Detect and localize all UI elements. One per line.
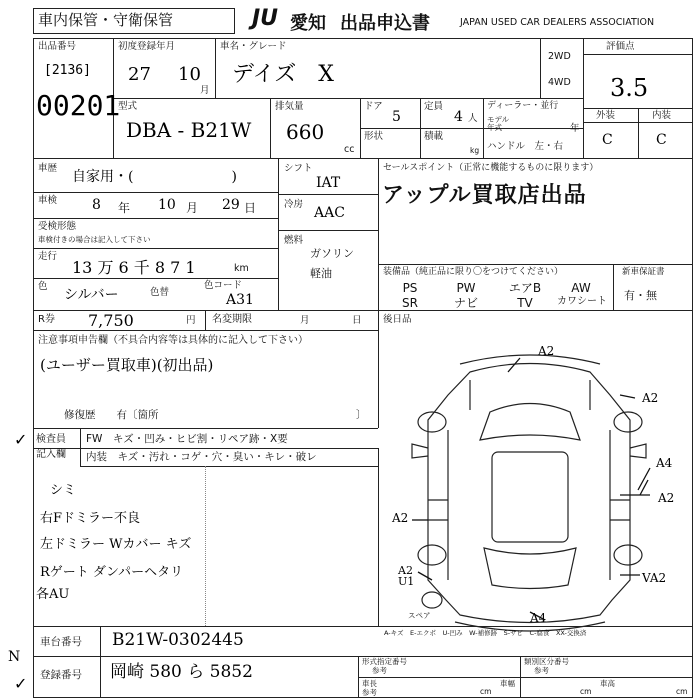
plate-value: 岡崎 580 ら 5852 xyxy=(110,662,253,682)
color-code-label: 色コード xyxy=(204,280,243,291)
storage-label: 車内保管・守衛保管 xyxy=(38,11,174,29)
mark-front: A2 xyxy=(538,344,555,358)
class-number-ref: 参考 xyxy=(534,666,549,675)
car-name-label: 車名・グレード xyxy=(220,41,287,52)
length-label: 車長 xyxy=(362,679,377,688)
color-value: シルバー xyxy=(64,287,119,303)
spare-label: スペア xyxy=(408,611,431,620)
mark-right-door: A4 xyxy=(656,456,673,470)
load-unit: kg xyxy=(470,146,480,155)
inspector-interior: 内装 キズ・汚れ・コゲ・穴・臭い・キレ・破レ xyxy=(86,451,317,463)
history-value: 自家用・( ) xyxy=(72,169,237,185)
note-line-3: 左ドミラー Wカバー キズ xyxy=(40,537,192,552)
form-subtitle: JAPAN USED CAR DEALERS ASSOCIATION xyxy=(460,17,655,28)
shift-label: シフト xyxy=(284,163,313,174)
registration-month: 10 xyxy=(178,64,201,85)
equip-aw: AW xyxy=(571,281,591,295)
mark-right-rear-fender: VA2 xyxy=(642,571,667,585)
score-value: 3.5 xyxy=(610,74,649,102)
mark-right-rear: A2 xyxy=(658,491,675,505)
form-title: 出品申込書 xyxy=(340,13,430,34)
note-line-2: 右Fドミラー不良 xyxy=(40,511,141,526)
mileage-label: 走行 xyxy=(38,251,58,262)
color-change-label: 色替 xyxy=(150,287,170,298)
mark-rear: A4 xyxy=(530,611,547,625)
inspection-year-unit: 年 xyxy=(118,201,131,215)
displacement-unit: cc xyxy=(344,144,355,155)
selling-points-stamp: アップル買取店出品 xyxy=(382,183,587,208)
doors-value: 5 xyxy=(392,109,401,125)
aircon-label: 冷房 xyxy=(284,199,304,210)
mark-front-right: A2 xyxy=(642,391,659,405)
seats-unit: 人 xyxy=(468,113,478,124)
seats-label: 定員 xyxy=(424,101,444,112)
model-value: DBA - B21W xyxy=(126,118,252,142)
notice-value: (ユーザー買取車)(初出品) xyxy=(40,356,214,374)
equip-sr: SR xyxy=(402,296,418,310)
mark-left-rear: A2 U1 xyxy=(398,564,415,588)
fuel-label: 燃料 xyxy=(284,235,304,246)
warranty-label: 新車保証書 xyxy=(622,267,665,277)
lot-label: 出品番号 xyxy=(38,41,77,52)
model-label: 型式 xyxy=(118,101,138,112)
note-line-1: シミ xyxy=(50,483,77,498)
damage-legend: A-キズ E-エクボ U-凹み W-補修跡 S-サビ C-腐食 XX-交換済 xyxy=(384,629,587,637)
equip-airbag: エアB xyxy=(508,281,542,295)
doors-shape-label: 形状 xyxy=(364,131,384,142)
drive-2wd: 2WD xyxy=(548,51,571,62)
lot-number: 00201 xyxy=(36,89,121,122)
form-number-label: 形式指定番号 xyxy=(362,657,407,666)
fuel-diesel: 軽油 xyxy=(310,267,332,280)
selling-points-label: セールスポイント（正常に機能するものに限ります） xyxy=(383,163,599,173)
width-unit: cm xyxy=(580,687,592,696)
color-label: 色 xyxy=(38,281,48,292)
handle-label: ハンドル 左・右 xyxy=(487,141,564,152)
note-line-4: Rゲート ダンパーヘタリ xyxy=(40,565,184,580)
score-label: 評価点 xyxy=(606,41,635,52)
equip-navi: ナビ xyxy=(453,296,478,310)
notice-label: 注意事項申告欄（不具合内容等は具体的に記入して下さい） xyxy=(38,335,308,346)
mark-left-door: A2 xyxy=(392,511,409,525)
lot-code: [2136] xyxy=(44,63,91,78)
doors-label: ドア xyxy=(364,101,383,112)
repair-close: 〕 xyxy=(356,409,367,421)
inspection-label: 車検 xyxy=(38,195,58,206)
name-change-day-unit: 日 xyxy=(352,315,362,326)
inspection-month-unit: 月 xyxy=(186,201,199,215)
recycle-unit: 円 xyxy=(186,315,196,326)
registration-year: 27 xyxy=(128,64,151,85)
model-year-unit: 年 xyxy=(570,123,580,134)
fuel-gas: ガソリン xyxy=(310,247,354,260)
recycle-label: R券 xyxy=(38,314,55,325)
model-year-label: モデル 年式 xyxy=(487,115,510,132)
score-exterior: C xyxy=(602,132,613,148)
note-line-5: 各AU xyxy=(36,587,70,602)
name-change-month-unit: 月 xyxy=(300,315,310,326)
registration-month-unit: 月 xyxy=(200,85,210,96)
inspector-label: 検査員 記入欄 xyxy=(36,434,66,460)
inspection-year: 8 xyxy=(92,197,101,213)
seats-value: 4 xyxy=(454,109,463,125)
margin-check-1: ✓ xyxy=(14,430,28,449)
width-label: 車幅 xyxy=(500,679,515,688)
length-unit: cm xyxy=(480,687,492,696)
displacement-value: 660 xyxy=(286,120,325,144)
org-name: 愛知 xyxy=(290,13,326,34)
height-unit: cm xyxy=(676,687,688,696)
name-change-label: 名変期限 xyxy=(212,314,252,325)
score-interior: C xyxy=(656,132,667,148)
chassis-label: 車台番号 xyxy=(40,636,82,648)
repair-label: 修復歴 有〔箇所 xyxy=(64,409,159,421)
inspector-fw: FW キズ・凹み・ヒビ割・リペア跡・X要 xyxy=(86,433,288,445)
car-name-value: デイズ X xyxy=(232,62,334,87)
mileage-unit: km xyxy=(234,263,249,274)
inspection-month: 10 xyxy=(158,197,176,213)
length-ref: 参考 xyxy=(362,688,377,697)
equip-leather-seat: カワシート xyxy=(557,296,607,307)
dealer-label: ディーラー・並行 xyxy=(487,101,559,111)
inspection-day: 29 xyxy=(222,197,240,213)
margin-check-2: ✓ xyxy=(14,674,28,693)
plate-label: 登録番号 xyxy=(40,669,82,681)
score-interior-label: 内装 xyxy=(652,110,672,121)
equip-tv: TV xyxy=(517,296,533,310)
equip-pw: PW xyxy=(456,281,476,295)
mileage-value: 13 万 6 千 8 7 1 xyxy=(72,258,196,277)
equip-ps: PS xyxy=(402,281,418,295)
acceptance-note: 車検付きの場合は記入して下さい xyxy=(38,235,151,244)
inspection-day-unit: 日 xyxy=(244,201,257,215)
equipment-label: 装備品（純正品に限り〇をつけてください） xyxy=(383,267,564,277)
drive-4wd: 4WD xyxy=(548,77,571,88)
later-label: 後日品 xyxy=(383,314,412,325)
margin-check-3: N xyxy=(8,649,21,665)
acceptance-label: 受検形態 xyxy=(38,221,77,232)
chassis-value: B21W-0302445 xyxy=(112,630,244,650)
aircon-value: AAC xyxy=(314,205,345,221)
score-exterior-label: 外装 xyxy=(596,110,616,121)
ju-logo: JU xyxy=(252,6,279,31)
warranty-value: 有・無 xyxy=(624,289,657,302)
registration-label: 初度登録年月 xyxy=(118,41,176,52)
history-label: 車歴 xyxy=(38,163,58,174)
load-label: 積載 xyxy=(424,131,444,142)
color-code: A31 xyxy=(226,292,254,308)
shift-value: IAT xyxy=(316,175,341,191)
displacement-label: 排気量 xyxy=(275,101,304,112)
recycle-value: 7,750 xyxy=(88,311,134,330)
form-number-ref: 参考 xyxy=(372,666,387,675)
class-number-label: 類別区分番号 xyxy=(524,657,569,666)
height-label: 車高 xyxy=(600,679,615,688)
